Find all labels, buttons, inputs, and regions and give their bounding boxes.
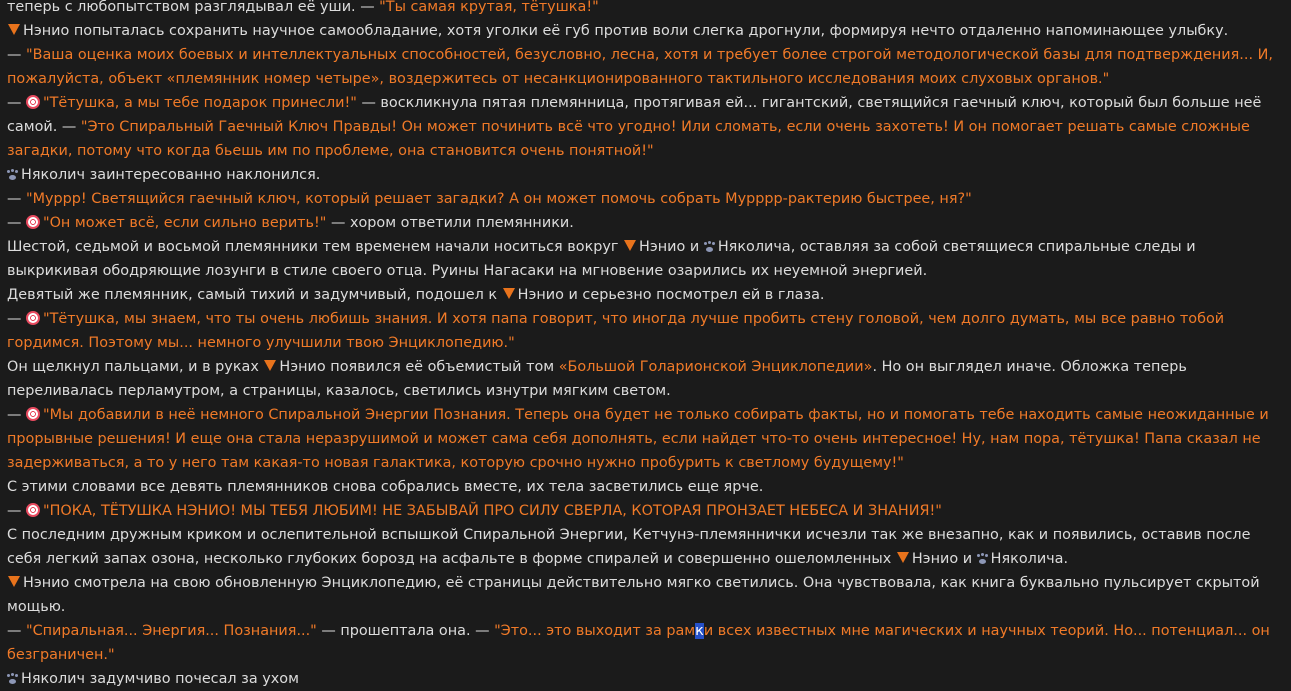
fox-icon xyxy=(8,24,20,35)
spiral-icon xyxy=(26,95,40,109)
narration-text: . Но он выглядел иначе. Обложка теперь переливалась перламутром, а страницы, казалось, светились изнутри мягким светом. xyxy=(7,359,1187,399)
dialogue-quote: "Мы добавили в неё немного Спиральной Энергии Познания. Теперь она будет не только собирать факты, но и помогать тебе находить самые неожиданные и прорывные решения! И еще она стала неразрушимой и может сама себя дополнять, если найдет что-то очень интересное! Ну, нам пора, тётушка! Папа сказал не задерживаться, а то у него там какая-то новая галактика, которую срочно нужно пробурить к светлому будущему!" xyxy=(7,407,1269,471)
paw-icon xyxy=(7,170,18,181)
narration-text: Нэнио смотрела на свою обновленную Энциклопедию, её страницы действительно мягко светились. Она чувствовала, как книга буквально пульсирует скрытой мощью. xyxy=(7,575,1260,615)
spiral-icon xyxy=(26,407,40,421)
narration-text: Он щелкнул пальцами, и в руках xyxy=(7,359,264,375)
narration-text: Няколича. xyxy=(990,551,1069,567)
dialogue-quote: "Тётушка, а мы тебе подарок принесли!" xyxy=(42,95,357,111)
fox-icon xyxy=(624,240,636,251)
narration-text: Девятый же племянник, самый тихий и задумчивый, подошел к xyxy=(7,287,502,303)
paragraph xyxy=(7,163,1285,187)
narration-text: Няколич заинтересованно наклонился. xyxy=(21,167,321,183)
narration-text: Шестой, седьмой и восьмой племянники тем временем начали носиться вокруг xyxy=(7,239,624,255)
narration-text: — xyxy=(7,311,26,327)
narration-text: — xyxy=(7,47,26,63)
paragraph xyxy=(7,355,1285,403)
fox-icon xyxy=(897,552,909,563)
dialogue-quote: "Тётушка, мы знаем, что ты очень любишь знания. И хотя папа говорит, что иногда лучше пробить стену головой, чем долго думать, мы все равно тобой гордимся. Поэтому мы... немного улучшили твою Энциклопедию." xyxy=(7,311,1225,351)
narration-text: С этими словами все девять племянников снова собрались вместе, их тела засветились еще ярче. xyxy=(7,479,764,495)
dialogue-quote: и всех известных мне магических и научных теорий. Но... потенциал... он безграничен." xyxy=(7,623,1270,663)
paw-icon xyxy=(7,674,18,685)
narration-text: — xyxy=(7,503,26,519)
paragraph xyxy=(7,211,1285,235)
paragraph xyxy=(7,523,1285,571)
paragraph xyxy=(7,43,1285,91)
paragraph xyxy=(7,307,1285,355)
dialogue-quote: "Ты самая крутая, тётушка!" xyxy=(379,0,599,15)
paragraph xyxy=(7,619,1285,667)
dialogue-quote: "Муррр! Светящийся гаечный ключ, который решает загадки? А он может помочь собрать Мурррр-рактерию быстрее, ня?" xyxy=(25,191,972,207)
dialogue-quote: "Спиральная... Энергия... Познания..." xyxy=(25,623,317,639)
paragraph xyxy=(7,187,1285,211)
paragraph xyxy=(7,235,1285,283)
narration-text: — прошептала она. — xyxy=(316,623,495,639)
paragraph xyxy=(7,667,1285,691)
narration-text: — xyxy=(7,407,26,423)
paragraph xyxy=(7,475,1285,499)
spiral-icon xyxy=(26,215,40,229)
narration-text: С последним дружным криком и ослепительной вспышкой Спиральной Энергии, Кетчунэ-племяннички исчезли так же внезапно, как и появились, оставив после себя легкий запах озона, несколько глубоких борозд на асфальте в форме спиралей и совершенно ошеломленных xyxy=(7,527,1251,567)
dialogue-quote: "ПОКА, ТЁТУШКА НЭНИО! МЫ ТЕБЯ ЛЮБИМ! НЕ ЗАБЫВАЙ ПРО СИЛУ СВЕРЛА, КОТОРАЯ ПРОНЗАЕТ НЕБЕСА И ЗНАНИЯ!" xyxy=(42,503,942,519)
paragraph xyxy=(7,19,1285,43)
text-selection[interactable]: к xyxy=(695,623,704,639)
dialogue-quote: "Это Спиральный Гаечный Ключ Правды! Он может починить всё что угодно! Или сломать, если очень захотеть! И он помогает решать самые сложные загадки, потому что когда бьешь им по проблеме, она становится очень понятной!" xyxy=(7,119,1250,159)
narration-text: Няколич задумчиво почесал за ухом xyxy=(21,671,299,687)
paw-icon xyxy=(977,554,988,565)
narration-text: Нэнио и xyxy=(639,239,704,255)
paragraph xyxy=(7,91,1285,163)
narration-text: — xyxy=(7,191,26,207)
story-text xyxy=(7,0,1285,691)
dialogue-quote: "Это... это выходит за рам xyxy=(494,623,696,639)
spiral-icon xyxy=(26,311,40,325)
paragraph xyxy=(7,499,1285,523)
narration-text: Нэнио и xyxy=(911,551,977,567)
narration-text: — xyxy=(7,623,26,639)
fox-icon xyxy=(264,360,276,371)
fox-icon xyxy=(503,288,515,299)
dialogue-quote: "Он может всё, если сильно верить!" xyxy=(42,215,327,231)
narration-text: Нэнио появился её объемистый том xyxy=(279,359,559,375)
narration-text: — хором ответили племянники. xyxy=(326,215,574,231)
dialogue-quote: "Ваша оценка моих боевых и интеллектуальных способностей, безусловно, лесна, хотя и требует более строгой методологической базы для подтверждения... И, пожалуйста, объект «племянник номер четыре», воздержитесь от несанкционированного тактильного исследования моих слуховых органов." xyxy=(7,47,1273,87)
narration-text: Нэнио попыталась сохранить научное самообладание, хотя уголки её губ против воли слегка дрогнули, формируя нечто отдаленно напоминающее улыбку. xyxy=(23,23,1229,39)
paw-icon xyxy=(704,242,715,253)
paragraph xyxy=(7,0,1285,19)
paragraph xyxy=(7,571,1285,619)
narration-text: Нэнио и серьезно посмотрел ей в глаза. xyxy=(517,287,825,303)
paragraph xyxy=(7,283,1285,307)
narration-text: — xyxy=(7,215,26,231)
book-title: «Большой Голарионской Энциклопедии» xyxy=(558,359,873,375)
paragraph xyxy=(7,403,1285,475)
narration-text: — xyxy=(7,95,26,111)
narration-text: Няколича, оставляя за собой светящиеся спиральные следы и выкрикивая ободряющие лозунги в стиле своего отца. Руины Нагасаки на мгновение озарились их неуемной энергией. xyxy=(7,239,1196,279)
narration-text: — воскликнула пятая племянница, протягивая ей... гигантский, светящийся гаечный ключ, который был больше неё самой. — xyxy=(7,95,1262,135)
fox-icon xyxy=(8,576,20,587)
narration-text: теперь с любопытством разглядывал её уши. — xyxy=(7,0,380,15)
spiral-icon xyxy=(26,503,40,517)
